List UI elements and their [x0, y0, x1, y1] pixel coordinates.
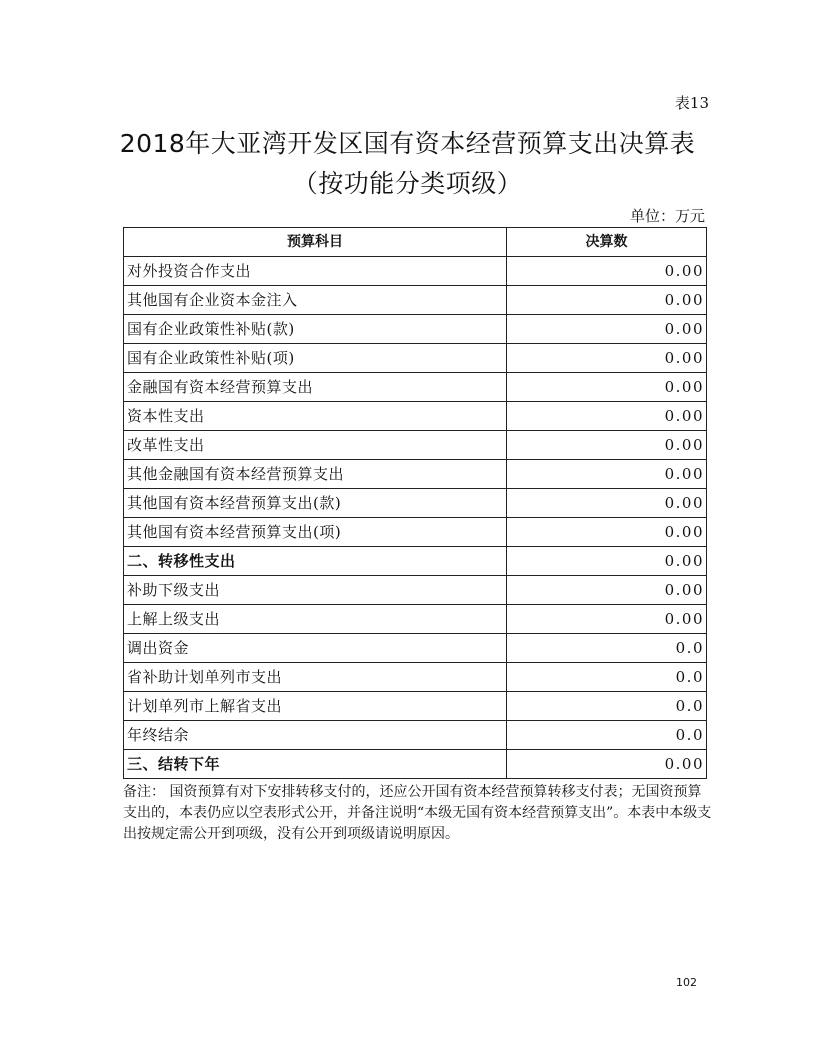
row-amount: 0.0 — [507, 692, 707, 721]
row-amount: 0.00 — [507, 315, 707, 344]
row-amount: 0.00 — [507, 547, 707, 576]
footnote: 备注： 国资预算有对下安排转移支付的，还应公开国有资本经营预算转移支付表；无国资预算支出的，本表仍应以空表形式公开，并备注说明“本级无国有资本经营预算支出”。本表中本级支出按规定需公开到项级，没有公开到项级请说明原因。 — [123, 784, 712, 842]
row-amount: 0.00 — [507, 576, 707, 605]
table-row — [124, 750, 707, 779]
row-subject: 二、转移性支出 — [124, 547, 507, 576]
row-amount: 0.00 — [507, 489, 707, 518]
table-row — [124, 547, 707, 576]
table-row — [124, 692, 707, 721]
table-row — [124, 373, 707, 402]
table-row — [124, 489, 707, 518]
row-amount: 0.0 — [507, 663, 707, 692]
table-header-row — [124, 228, 707, 257]
table-row — [124, 257, 707, 286]
row-subject: 省补助计划单列市支出 — [124, 663, 507, 692]
table-row — [124, 721, 707, 750]
row-amount: 0.00 — [507, 431, 707, 460]
row-subject: 其他国有资本经营预算支出(项) — [124, 518, 507, 547]
table-row — [124, 286, 707, 315]
table-row — [124, 315, 707, 344]
row-amount: 0.00 — [507, 518, 707, 547]
row-amount: 0.00 — [507, 605, 707, 634]
row-subject: 三、结转下年 — [124, 750, 507, 779]
row-subject: 其他金融国有资本经营预算支出 — [124, 460, 507, 489]
document-title: 2018年大亚湾开发区国有资本经营预算支出决算表 — [119, 129, 696, 158]
row-subject: 计划单列市上解省支出 — [124, 692, 507, 721]
header-subject: 预算科目 — [124, 228, 507, 257]
row-amount: 0.00 — [507, 286, 707, 315]
table-row — [124, 431, 707, 460]
budget-table — [123, 227, 707, 779]
row-subject: 其他国有资本经营预算支出(款) — [124, 489, 507, 518]
unit-label: 单位：万元 — [629, 207, 705, 225]
row-subject: 补助下级支出 — [124, 576, 507, 605]
row-subject: 对外投资合作支出 — [124, 257, 507, 286]
table-row — [124, 460, 707, 489]
row-amount: 0.0 — [507, 721, 707, 750]
table-row — [124, 402, 707, 431]
row-amount: 0.00 — [507, 344, 707, 373]
table-row — [124, 576, 707, 605]
row-subject: 上解上级支出 — [124, 605, 507, 634]
row-amount: 0.00 — [507, 402, 707, 431]
row-subject: 改革性支出 — [124, 431, 507, 460]
table-row — [124, 605, 707, 634]
table-row — [124, 663, 707, 692]
table-body — [124, 257, 707, 779]
document-subtitle: （按功能分类项级） — [292, 169, 523, 198]
row-subject: 国有企业政策性补贴(款) — [124, 315, 507, 344]
row-amount: 0.0 — [507, 634, 707, 663]
row-subject: 国有企业政策性补贴(项) — [124, 344, 507, 373]
header-amount: 决算数 — [507, 228, 707, 257]
row-subject: 年终结余 — [124, 721, 507, 750]
row-amount: 0.00 — [507, 257, 707, 286]
row-amount: 0.00 — [507, 750, 707, 779]
table-row — [124, 518, 707, 547]
table-number: 表13 — [674, 94, 709, 112]
row-subject: 其他国有企业资本金注入 — [124, 286, 507, 315]
row-subject: 金融国有资本经营预算支出 — [124, 373, 507, 402]
page-number: 102 — [676, 976, 697, 989]
table-row — [124, 344, 707, 373]
row-subject: 资本性支出 — [124, 402, 507, 431]
table-row — [124, 634, 707, 663]
row-amount: 0.00 — [507, 460, 707, 489]
row-amount: 0.00 — [507, 373, 707, 402]
row-subject: 调出资金 — [124, 634, 507, 663]
